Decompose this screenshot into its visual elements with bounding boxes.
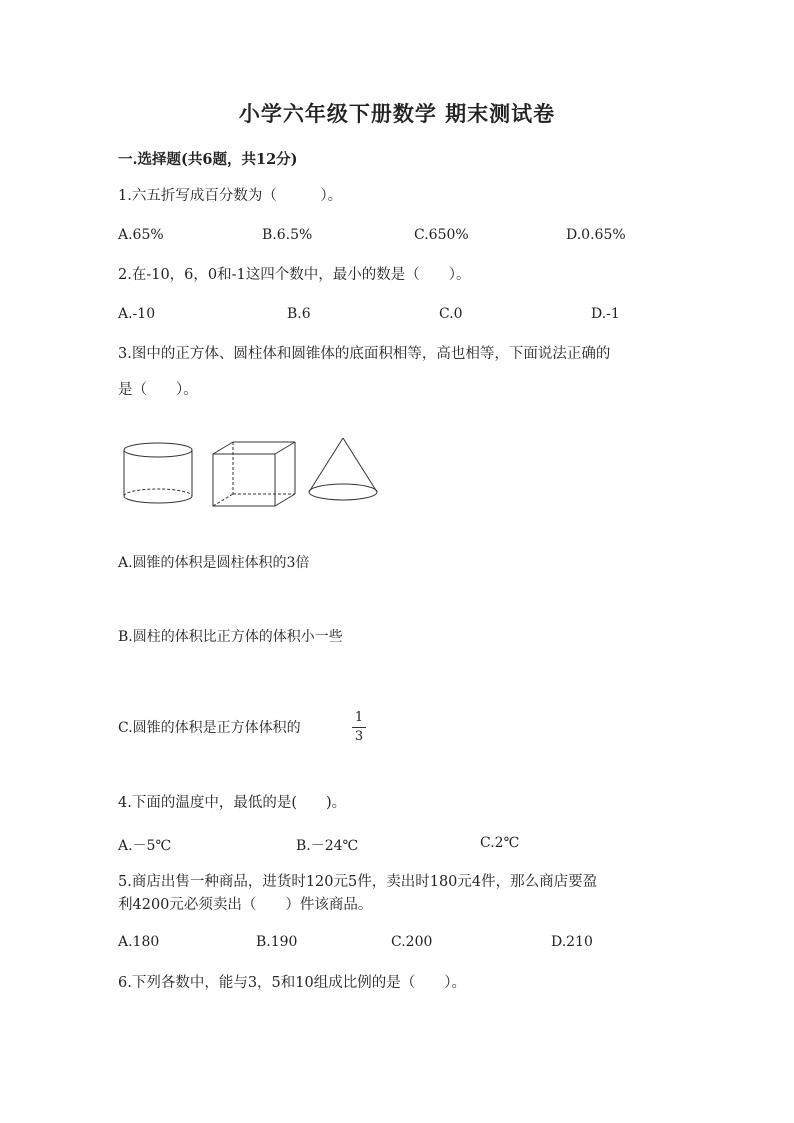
option-5-d: D.210 — [551, 934, 593, 950]
fraction-denominator: 3 — [354, 729, 364, 744]
option-4-c: C.2℃ — [480, 835, 520, 851]
question-2: 2.在-10，6，0和-1这四个数中，最小的数是（ ）。 — [118, 267, 471, 283]
geometry-figures — [118, 432, 380, 512]
question-4: 4.下面的温度中，最低的是( )。 — [118, 795, 347, 811]
option-1-d: D.0.65% — [566, 227, 626, 243]
fraction-bar — [352, 727, 366, 728]
question-6: 6.下列各数中，能与3，5和10组成比例的是（ ）。 — [118, 975, 466, 991]
option-1-b: B.6.5% — [262, 227, 313, 243]
option-3-c: C.圆锥的体积是正方体体积的 — [118, 720, 301, 736]
option-3-a: A.圆锥的体积是圆柱体积的3倍 — [118, 555, 310, 571]
option-1-a: A.65% — [118, 227, 164, 243]
fraction-one-third — [352, 710, 366, 745]
option-2-d: D.-1 — [591, 306, 620, 322]
fraction-numerator: 1 — [354, 710, 364, 725]
question-5-line1: 5.商店出售一种商品，进货时120元5件，卖出时180元4件，那么商店要盈 — [118, 874, 598, 890]
option-3-b: B.圆柱的体积比正方体的体积小一些 — [118, 629, 343, 645]
option-1-c: C.650% — [414, 227, 469, 243]
question-3-line2: 是（ ）。 — [118, 382, 198, 398]
question-5-line2: 利4200元必须卖出（ ）件该商品。 — [118, 897, 373, 913]
option-2-c: C.0 — [439, 306, 463, 322]
page-title: 小学六年级下册数学 期末测试卷 — [238, 101, 556, 126]
option-4-b: B.－24℃ — [296, 838, 359, 854]
option-2-b: B.6 — [287, 306, 311, 322]
cylinder-figure — [124, 443, 192, 503]
cone-figure — [309, 438, 377, 500]
question-3-line1: 3.图中的正方体、圆柱体和圆锥体的底面积相等，高也相等，下面说法正确的 — [118, 346, 611, 362]
option-4-a: A.－5℃ — [118, 838, 172, 854]
option-5-a: A.180 — [118, 934, 160, 950]
section-heading: 一.选择题(共6题，共12分) — [118, 151, 298, 168]
cube-figure — [213, 442, 295, 506]
question-1: 1.六五折写成百分数为（ ）。 — [118, 188, 343, 204]
option-2-a: A.-10 — [118, 306, 156, 322]
option-5-c: C.200 — [391, 934, 433, 950]
option-5-b: B.190 — [256, 934, 298, 950]
